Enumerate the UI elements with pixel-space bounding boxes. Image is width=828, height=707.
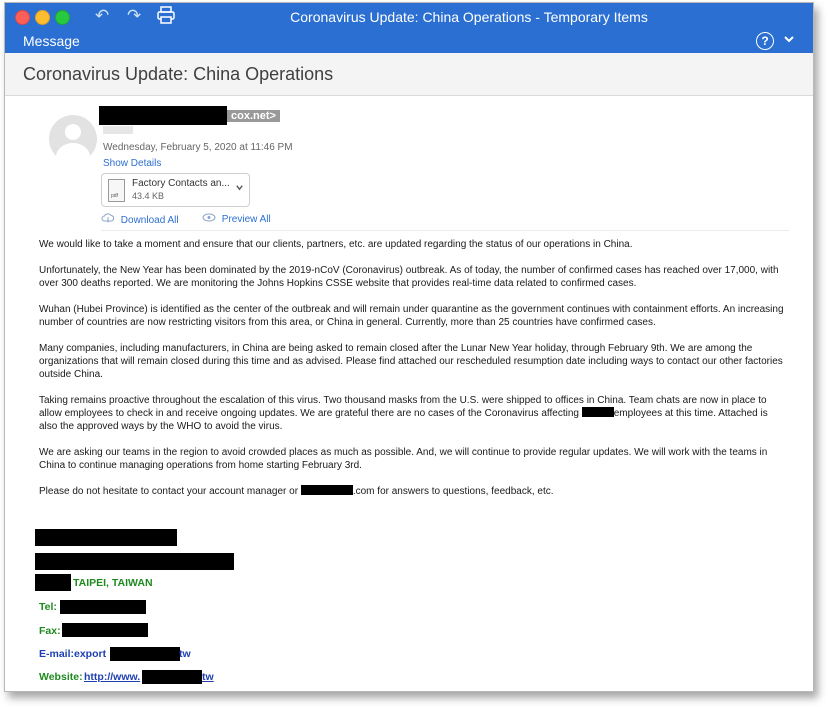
body-paragraph-3: Wuhan (Hubei Province) is identified as the center of the outbreak and will remain under quarantine as the government continues with containment efforts. An increasing number of countries are now restricting visitors from this area, or China in general. Currently, more than 25 countries have confirmed cases. <box>39 304 784 328</box>
redacted-signature-name <box>35 529 177 546</box>
attachment-chevron-down-icon[interactable] <box>235 183 244 194</box>
attachment-item[interactable] <box>101 173 250 207</box>
message-subject: Coronavirus Update: China Operations <box>23 64 334 84</box>
redo-icon[interactable]: ↷ <box>127 6 142 25</box>
redacted-sender-name <box>99 106 227 125</box>
attachment-name: Factory Contacts an... <box>132 178 230 189</box>
sender-avatar <box>49 115 97 163</box>
signature-website-suffix[interactable]: tw <box>202 671 214 683</box>
body-paragraph-5 <box>39 394 785 433</box>
signature-email-suffix: tw <box>179 648 191 660</box>
pdf-file-icon <box>108 179 125 202</box>
redacted-fax-number <box>62 623 148 637</box>
body-paragraph-7-part-a: Please do not hesitate to contact your account manager or <box>39 486 299 497</box>
signature-email-prefix: E-mail:export <box>39 648 107 660</box>
body-paragraph-5-part-b: employees at this time. Attached is also the approved ways by the WHO to avoid the virus. <box>39 408 768 432</box>
file-type-label: pdf <box>111 193 118 199</box>
sender-email-domain[interactable]: cox.net> <box>227 110 280 122</box>
cloud-download-icon <box>101 215 118 226</box>
attachment-size: 43.4 KB <box>132 191 165 201</box>
redacted-email-domain <box>110 647 180 661</box>
header-divider <box>101 230 789 231</box>
body-paragraph-7 <box>39 485 785 498</box>
tab-message[interactable]: Message <box>23 33 80 49</box>
eye-icon <box>202 214 219 225</box>
redacted-company-name <box>582 407 614 417</box>
ribbon <box>5 31 813 53</box>
redacted-tel-number <box>60 600 146 614</box>
message-date: Wednesday, February 5, 2020 at 11:46 PM <box>103 142 293 153</box>
preview-all-label: Preview All <box>221 214 271 225</box>
signature-fax-label: Fax: <box>39 625 61 637</box>
redacted-email-address <box>301 485 353 495</box>
preview-all-button[interactable] <box>202 213 271 225</box>
avatar-body-shape <box>56 143 90 163</box>
body-paragraph-5-part-a: Taking remains proactive throughout the escalation of this virus. Two thousand masks from the U.S. were shipped to offices in China. Team chats are now in place to allow employees to check in and receive ongoing updates. We are grateful there are no cases of the Coronavirus affecting <box>39 395 767 419</box>
body-paragraph-2: Unfortunately, the New Year has been dominated by the 2019-nCoV (Coronavirus) outbreak. As of today, the number of confirmed cases has reached over 17,000, with over 300 deaths reported. We are monitoring the Johns Hopkins CSSE website that provides real-time data related to confirmed cases. <box>39 265 779 289</box>
signature-website-label: Website: <box>39 671 83 683</box>
message-body <box>39 238 785 511</box>
redacted-website-domain <box>142 670 202 684</box>
body-paragraph-7-part-b: .com for answers to questions, feedback, etc. <box>352 486 554 497</box>
signature-website-link[interactable]: http://www. <box>84 671 141 683</box>
window-title: Coronavirus Update: China Operations - Temporary Items <box>290 9 648 25</box>
chevron-down-icon[interactable] <box>783 32 795 48</box>
signature-tel-label: Tel: <box>39 601 57 613</box>
body-paragraph-1: We would like to take a moment and ensure that our clients, partners, etc. are updated regarding the status of our operations in China. <box>39 239 633 250</box>
redacted-signature-company <box>35 553 234 570</box>
show-details-link[interactable]: Show Details <box>103 158 162 169</box>
help-icon[interactable]: ? <box>756 32 774 50</box>
recipient-blurred <box>103 126 133 134</box>
avatar-head-shape <box>65 124 81 140</box>
download-all-label: Download All <box>120 215 179 226</box>
subject-bar <box>5 53 813 96</box>
redacted-signature-address <box>35 574 71 591</box>
body-paragraph-4: Many companies, including manufacturers, in China are being asked to remain closed after the Lunar New Year holiday, through February 9th. We are among the organizations that will remain closed during this time and as advised. Please find attached our rescheduled resumption date including ways to contact our other factories outside China. <box>39 343 783 380</box>
download-all-button[interactable] <box>101 213 179 226</box>
mail-window <box>4 2 814 692</box>
body-paragraph-6: We are asking our teams in the region to avoid crowded places as much as possible. And, we will continue to provide regular updates. We will work with the teams in China to continue managing operations from home starting February 3rd. <box>39 447 768 471</box>
title-bar <box>5 3 813 31</box>
undo-icon[interactable]: ↶ <box>95 6 110 25</box>
signature-location: TAIPEI, TAIWAN <box>73 577 153 589</box>
